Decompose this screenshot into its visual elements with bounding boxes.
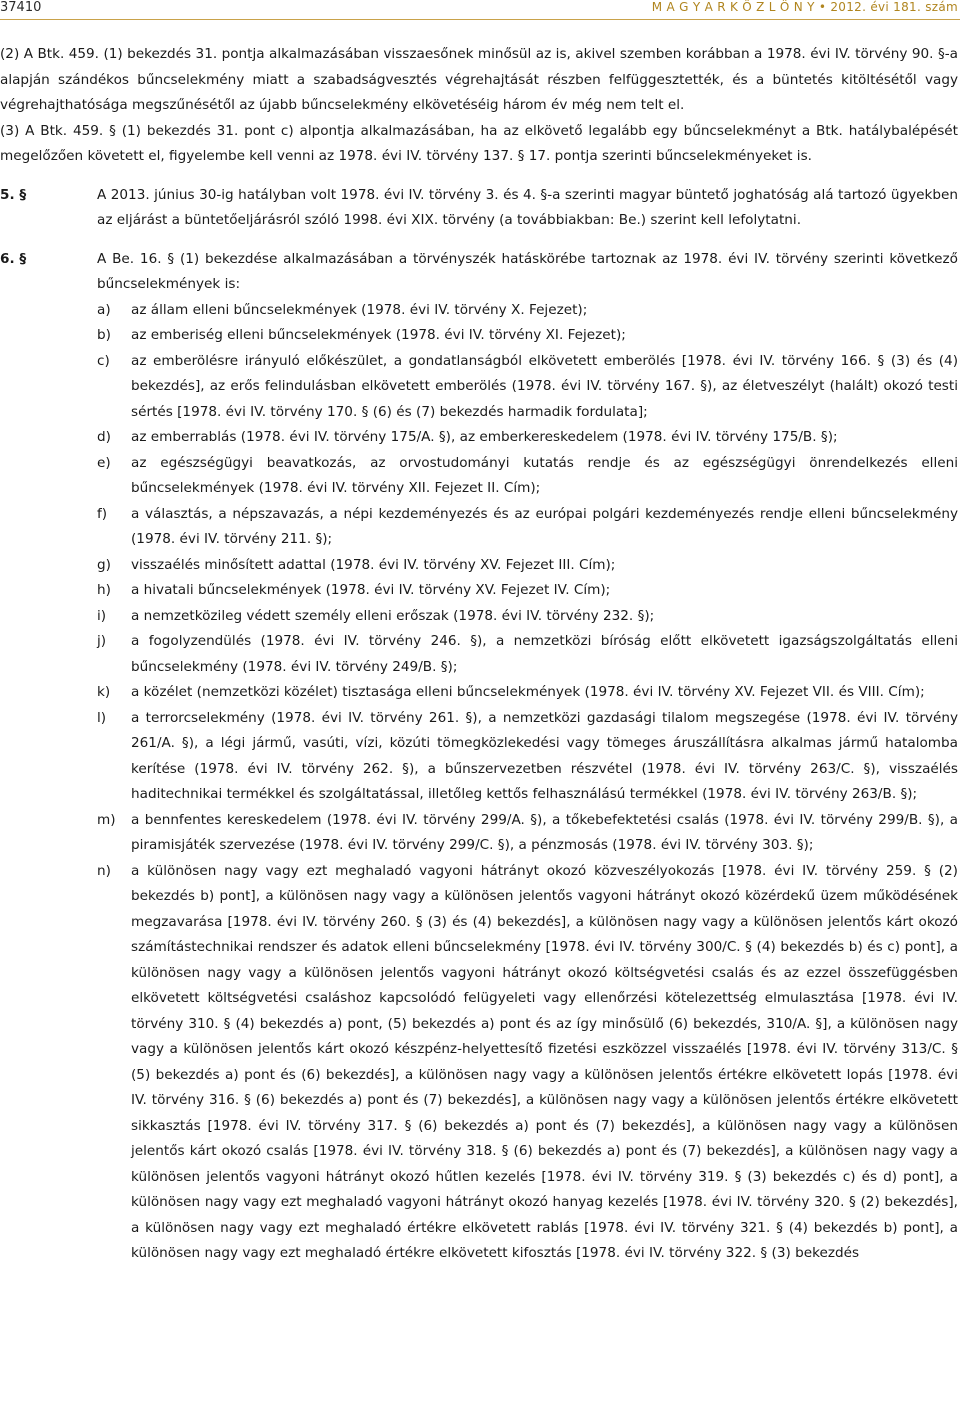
item-label: k) xyxy=(97,684,111,700)
list-item xyxy=(97,502,958,553)
item-text: az állam elleni bűncselekmények (1978. évi IV. törvény X. Fejezet); xyxy=(131,301,588,318)
list-item xyxy=(97,629,958,680)
paragraph-3: (3) A Btk. 459. § (1) bekezdés 31. pont c) alpontja alkalmazásában, ha az elkövető legalább egy bűncselekményt a Btk. hatálybalépését megelőzően követett el, figyelembe kell venni az 1978. évi IV. törvény 137. § 17. pontja szerinti bűncselekményeket is. xyxy=(0,122,958,164)
item-label: n) xyxy=(97,862,111,879)
item-label: c) xyxy=(97,352,110,369)
item-text: a különösen nagy vagy ezt meghaladó vagyoni hátrányt okozó közveszélyokozás [1978. évi IV. törvény 259. § (2) bekezdés b) pont], a különösen nagy vagy a különösen jelentős vagyoni hátrányt okozó közérdekű üzem működésének megzavarása [1978. évi IV. törvény 260. § (3) és (4) bekezdés], a különösen nagy vagy a különösen jelentős kárt okozó számítástechnikai rendszer és adatok elleni bűncselekmény [1978. évi IV. törvény 300/C. § (4) bekezdés b) és c) pont], a különösen nagy vagy a különösen jelentős vagyoni hátrányt okozó költségvetési csalás és az ezzel összefüggésben elkövetett költségvetési csaláshoz kapcsolódó felügyeleti vagy ellenőrzési kötelezettség elmulasztása [1978. évi IV. törvény 310. § (4) bekezdés a) pont, (5) bekezdés a) pont és az így minősülő (6) bekezdés, 310/A. §], a különösen nagy vagy a különösen jelentős kárt okozó készpénz-helyettesítő fizetési eszközzel visszaélés [1978. évi IV. törvény 313/C. § (5) bekezdés a) pont és (6) bekezdés], a különösen nagy vagy a különösen jelentős értékre elkövetett lopás [1978. évi IV. törvény 316. § (6) bekezdés a) pont és (7) bekezdés], a különösen nagy vagy a különösen jelentős értékre elkövetett sikkasztás [1978. évi IV. törvény 317. § (6) bekezdés a) pont és (7) bekezdés], a különösen nagy vagy a különösen jelentős kárt okozó csalás [1978. évi IV. törvény 318. § (6) bekezdés a) pont és (7) bekezdés], a különösen nagy vagy a különösen jelentős vagyoni hátrányt okozó hűtlen kezelés [1978. évi IV. törvény 319. § (3) bekezdés c) és d) pont], a különösen nagy vagy ezt meghaladó vagyoni hátrányt okozó hanyag kezelés [1978. évi IV. törvény 320. § (2) bekezdés], a különösen nagy vagy ezt meghaladó értékre elkövetett rablás [1978. évi IV. törvény 321. § (4) bekezdés b) pont], a különösen nagy vagy ezt meghaladó értékre elkövetett kifosztás [1978. évi IV. törvény 322. § (3) bekezdés xyxy=(131,862,958,1261)
item-text: a hivatali bűncselekmények (1978. évi IV. törvény XV. Fejezet IV. Cím); xyxy=(131,582,611,598)
item-label: j) xyxy=(97,633,107,649)
item-text: a bennfentes kereskedelem (1978. évi IV. törvény 299/A. §), a tőkebefektetési csalás (1978. évi IV. törvény 299/B. §), a piramisjáték szervezése (1978. évi IV. törvény 299/C. §), a pénzmosás (1978. évi IV. törvény 303. §); xyxy=(131,811,958,853)
item-text: a fogolyzendülés (1978. évi IV. törvény 246. §), a nemzetközi bíróság előtt elkövetett igazságszolgáltatás elleni bűncselekmény (1978. évi IV. törvény 249/B. §); xyxy=(131,633,958,675)
list-item xyxy=(97,298,958,324)
item-label: m) xyxy=(97,811,116,828)
list-item xyxy=(97,349,958,426)
section-text: A Be. 16. § (1) bekezdése alkalmazásában a törvényszék hatáskörébe tartoznak az 1978. évi IV. törvény szerinti következő bűncselekmények is: xyxy=(97,250,958,292)
item-label: h) xyxy=(97,582,111,598)
item-label: d) xyxy=(97,429,111,445)
item-label: g) xyxy=(97,556,111,573)
list-item xyxy=(97,706,958,808)
paragraph-2: (2) A Btk. 459. (1) bekezdés 31. pontja alkalmazásában visszaesőnek minősül az is, akivel szemben korábban a 1978. évi IV. törvény 90. §-a alapján szándékos bűncselekmény miatt a szabadságvesztés végrehajtását részben felfüggesztették, és a büntetés kitöltésétől vagy végrehajthatósága megszűnésétől az újabb bűncselekmény elkövetéséig három év még nem telt el. xyxy=(0,46,958,113)
item-text: az emberiség elleni bűncselekmények (1978. évi IV. törvény XI. Fejezet); xyxy=(131,327,626,343)
item-text: a választás, a népszavazás, a népi kezdeményezés és az európai polgári kezdeményezés rendje elleni bűncselekmény (1978. évi IV. törvény 211. §); xyxy=(131,505,958,547)
list-item xyxy=(97,553,958,579)
spacer xyxy=(0,234,958,247)
item-label: l) xyxy=(97,709,107,726)
item-text: a terrorcselekmény (1978. évi IV. törvény 261. §), a nemzetközi gazdasági tilalom megszegése (1978. évi IV. törvény 261/A. §), a légi jármű, vasúti, vízi, közúti tömegközlekedési vagy tömeges áruszállításra alkalmas jármű hatalomba kerítése (1978. évi IV. törvény 262. §), a bűnszervezetben részvétel (1978. évi IV. törvény 263/C. §), visszaélés haditechnikai termékkel és szolgáltatással, illetőleg kettős felhasználású termékkel (1978. évi IV. törvény 263/B. §); xyxy=(131,709,958,802)
item-label: e) xyxy=(97,454,111,471)
item-label: f) xyxy=(97,505,108,522)
item-list xyxy=(97,298,958,1267)
list-item xyxy=(97,451,958,502)
item-text: az emberölésre irányuló előkészület, a gondatlanságból elkövetett emberölés [1978. évi IV. törvény 166. § (3) és (4) bekezdés], az erős felindulásban elkövetett emberölés (1978. évi IV. törvény 167. §), az életveszélyt (halált) okozó testi sértés [1978. évi IV. törvény 170. § (6) és (7) bekezdés harmadik fordulata]; xyxy=(131,352,958,420)
item-label: b) xyxy=(97,327,111,343)
header-rule xyxy=(0,19,960,20)
spacer xyxy=(0,170,958,183)
item-text: a nemzetközileg védett személy elleni erőszak (1978. évi IV. törvény 232. §); xyxy=(131,607,655,624)
list-item xyxy=(97,859,958,1267)
section-text: A 2013. június 30-ig hatályban volt 1978. évi IV. törvény 3. és 4. §-a szerinti magyar büntető joghatóság alá tartozó ügyekben az eljárást a büntetőeljárásról szóló 1998. évi XIX. törvény (a továbbiakban: Be.) szerint kell lefolytatni. xyxy=(97,186,958,228)
section-6 xyxy=(0,247,958,298)
item-text: a közélet (nemzetközi közélet) tisztasága elleni bűncselekmények (1978. évi IV. törvény XV. Fejezet VII. és VIII. Cím); xyxy=(131,684,925,700)
list-item xyxy=(97,578,958,604)
list-item xyxy=(97,323,958,349)
section-number: 5. § xyxy=(0,186,27,203)
document-body xyxy=(0,42,958,1267)
item-text: az egészségügyi beavatkozás, az orvostudományi kutatás rendje és az egészségügyi önrendelkezés elleni bűncselekmények (1978. évi IV. törvény XII. Fejezet II. Cím); xyxy=(131,454,958,496)
list-item xyxy=(97,604,958,630)
page-number: 37410 xyxy=(0,0,42,15)
section-5 xyxy=(0,183,958,234)
section-number: 6. § xyxy=(0,250,27,267)
item-text: az emberrablás (1978. évi IV. törvény 175/A. §), az emberkereskedelem (1978. évi IV. törvény 175/B. §); xyxy=(131,429,838,445)
page-header xyxy=(0,0,960,22)
item-label: i) xyxy=(97,607,107,624)
list-item xyxy=(97,680,958,706)
item-label: a) xyxy=(97,301,111,318)
item-text: visszaélés minősített adattal (1978. évi IV. törvény XV. Fejezet III. Cím); xyxy=(131,556,616,573)
list-item xyxy=(97,425,958,451)
list-item xyxy=(97,808,958,859)
running-head: M A G Y A R K Ö Z L Ö N Y • 2012. évi 181. szám xyxy=(651,0,958,14)
